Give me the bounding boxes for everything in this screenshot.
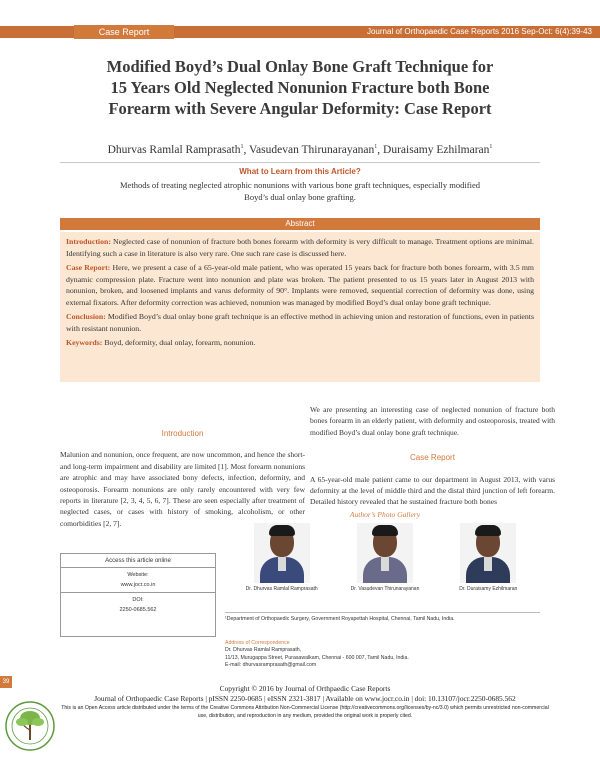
access-heading: Access this article online (61, 554, 215, 568)
title-line-1: Modified Boyd’s Dual Onlay Bone Graft Technique for (106, 57, 494, 76)
website-label: Website: (127, 572, 149, 578)
license-text: This is an Open Access article distributed under the terms of the Creative Commons Attribution Non-Commercial License (http://creativecommons.org/licenses/by-nc/3.0) which permits unrestricted non-commercial use, distribution, and reproduction in any medium, provided the original work is properly cited. (61, 705, 549, 719)
author-name: Vasudevan Thirunarayanan (249, 144, 375, 156)
abstract-conclusion (66, 311, 534, 334)
header-bar (0, 0, 600, 38)
author-photo-gallery (230, 510, 540, 594)
abstract-case-report (66, 262, 534, 308)
journal-reference: Journal of Orthopaedic Case Reports 2016 Sep-Oct: 6(4):39-43 (366, 27, 592, 36)
journal-logo-icon (4, 700, 56, 752)
correspondence-street: 11/13, Murugappa Street, Purasawalkam, Chennai - 600 007, Tamil Nadu, India. (225, 654, 409, 661)
doi-label: DOI: (132, 597, 144, 603)
case-label: Case Report: (66, 263, 111, 272)
case-report-paragraph: A 65-year-old male patient came to our department in August 2013, with varus deformity at the level of middle third and the distal third junction of left forearm. Detailed history revealed that he sustained fracture both bones (310, 474, 555, 507)
department-affiliation: ¹Department of Orthopaedic Surgery, Government Royapettah Hospital, Chennai, Tamil Nadu, India. (225, 616, 455, 622)
case-report-heading: Case Report (410, 453, 455, 463)
affiliation-block (225, 612, 540, 670)
author-photo (448, 523, 528, 592)
learn-text: Methods of treating neglected atrophic nonunions with various bone graft techniques, especially modified Boyd’s dual onlay bone grafting. (120, 180, 480, 202)
keywords-label: Keywords: (66, 338, 103, 347)
portrait-icon (357, 523, 413, 583)
author-photo (242, 523, 322, 592)
intro-label: Introduction: (66, 237, 111, 246)
author-affiliation-mark: 1 (374, 144, 378, 151)
abstract-box (60, 232, 540, 382)
website-link[interactable]: www.jocr.co.in (120, 582, 156, 588)
correspondence-heading: Address of Correspondence (225, 639, 290, 646)
copyright-line: Copyright © 2016 by Journal of Orthpaedic Case Reports (219, 684, 391, 693)
title-line-2: 15 Years Old Neglected Nonunion Fracture both Bone (110, 78, 490, 97)
author-list: Dhurvas Ramlal Ramprasath$^1$, Vasudevan Thirunarayanan$^1$, Duraisamy Ezhilmaran$^1$ (107, 144, 493, 156)
doi-value: 2250-0685.562 (119, 607, 157, 613)
journal-identifiers: Journal of Orthopaedic Case Reports | pISSN 2250-0685 | eISSN 2321-3817 | Available on www.jocr.co.in | doi: 10.13107/jocr.2250-0685.562 (94, 693, 516, 703)
page-number: 39 (0, 676, 12, 688)
gallery-heading: Author’s Photo Gallery (349, 510, 421, 519)
introduction-heading: Introduction (161, 429, 204, 438)
portrait-icon (254, 523, 310, 583)
abstract-keywords (66, 337, 534, 349)
conclusion-text: Modified Boyd’s dual onlay bone graft technique is an effective method in achieving union and restoration of functions, even in patients with resistant nonunion. (66, 312, 534, 333)
access-online-box (60, 553, 216, 637)
section-tag: Case Report (74, 25, 174, 39)
author-name: Dhurvas Ramlal Ramprasath (107, 144, 241, 156)
right-column (310, 404, 555, 508)
photo-caption: Dr. Vasudevan Thirunarayanan (350, 586, 420, 592)
footer (60, 684, 550, 720)
abstract-introduction (66, 236, 534, 259)
learn-box (60, 162, 540, 203)
correspondence-name: Dr. Dhurvas Ramlal Ramprasath, (225, 647, 302, 653)
conclusion-label: Conclusion: (66, 312, 106, 321)
learn-heading: What to Learn from this Article? (239, 167, 361, 176)
portrait-icon (460, 523, 516, 583)
intro-text: Neglected case of nonunion of fracture both bones forearm with deformity is very difficult to manage. Treatment options are minimal. Identifying such a case in literature is also very rare. One such rare case is discussed here. (66, 237, 534, 258)
author-affiliation-mark: 1 (489, 144, 493, 151)
article-title (60, 56, 540, 119)
author-affiliation-mark: 1 (240, 144, 244, 151)
abstract-heading: Abstract (60, 218, 540, 230)
case-text: Here, we present a case of a 65-year-old male patient, who was operated 15 years back for fracture both bones forearm, with 3.5 mm dynamic compression plate. Fracture went into nonunion and plate was broken. The patient presented to us 15 years later in August 2013 with nonunion, broken, and loosened implants and varus deformity of 90°. Implants were removed, sequential correction of deformity was done, using external fixators. After deformity correction was achieved, nonunion was managed by modified Boyd’s dual onlay bone graft technique. (66, 263, 534, 307)
introduction-paragraph: Malunion and nonunion, once frequent, are now uncommon, and hence the short- and long-term impairment and disability are limited [1]. Most forearm nonunions are atrophic and may have associated bony defects, infection, deformity, and osteoporosis. Forearm nonunions are only rarely encountered with very few reports in literature [2, 3, 4, 5, 6, 7]. These are seen especially after treatment of neglected cases, or cases with history of smoking, alcoholism, or other comorbidities [2, 7]. (60, 450, 305, 528)
title-line-3: Forearm with Severe Angular Deformity: Case Report (108, 99, 492, 118)
correspondence-email: E-mail: dhurvasramprasath@gmail.com (225, 662, 317, 668)
photo-caption: Dr. Duraisamy Ezhilmaran (459, 586, 518, 592)
author-photo (345, 523, 425, 592)
photo-caption: Dr. Dhurvas Ramlal Ramprasath (245, 586, 318, 592)
author-name: Duraisamy Ezhilmaran (383, 144, 490, 156)
right-paragraph-1: We are presenting an interesting case of neglected nonunion of fracture both bones forearm in an elderly patient, with deformity and osteoporosis, treated with modified Boyd’s dual onlay bone graft technique. (310, 405, 555, 437)
keywords-text: Boyd, deformity, dual onlay, forearm, nonunion. (102, 338, 256, 347)
